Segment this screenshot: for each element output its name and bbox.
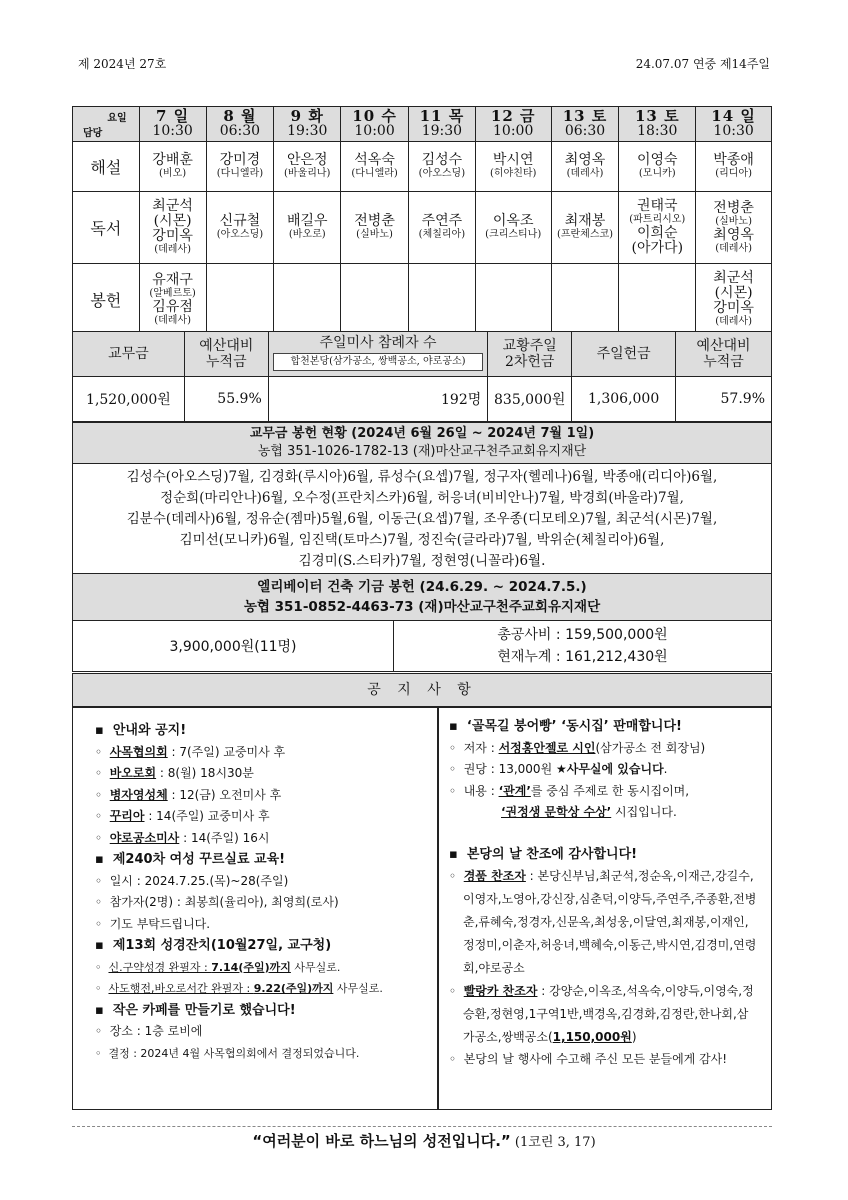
finance-table <box>72 331 772 422</box>
list-item: ◦ 빨랑카 찬조자 : 강양순,이옥조,석옥숙,이양득,이영숙,정승환,정현영,1구역1반,백경옥,김경화,김정란,한나회,삼가공소,쌍백공소(1,150,000원) <box>449 984 754 1044</box>
day-header: 12 금 10:00 <box>475 107 551 142</box>
list-item: ◦ 내용 : ‘관계’를 중심 주제로 한 동시집이며, <box>449 783 690 798</box>
list-item: ◦ 사도행전,바오로서간 완필자 : 9.22(주일)까지 사무실로. <box>95 982 383 995</box>
footer-divider <box>72 1126 772 1127</box>
corner-day-label: 요일 <box>107 113 127 124</box>
reading-cell: 이옥조 (크리스티나) <box>475 192 551 264</box>
section-title: ▪ 본당의 날 찬조에 감사합니다! <box>449 846 638 862</box>
day-header: 13 토 06:30 <box>551 107 619 142</box>
day-header: 14 일 10:30 <box>696 107 772 142</box>
notice-right-column <box>438 707 772 1110</box>
list-item: ◦ 저자 : 서정홍안젤로 시인(삼가공소 전 회장님) <box>449 740 706 755</box>
mass-attendance-value: 192명 <box>268 377 487 422</box>
reading-cell: 권태국 (파트리시오) 이희순 (아가다) <box>619 192 696 264</box>
duty-value: 1,520,000원 <box>73 377 185 422</box>
row-label-offering: 봉헌 <box>73 264 140 336</box>
day-header: 8 월 06:30 <box>206 107 274 142</box>
elevator-heading: 엘리베이터 건축 기금 봉헌 (24.6.29. ~ 2024.7.5.) 농협 351-0852-4463-73 (재)마산교구천주교회유지재단 <box>73 574 772 621</box>
reading-cell: 전병춘 (실바노) 최영옥 (데레사) <box>696 192 772 264</box>
day-header: 10 수 10:00 <box>341 107 409 142</box>
footer-quote: “여러분이 바로 하느님의 성전입니다.” (1코린 3, 17) <box>252 1132 596 1150</box>
list-item: ◦ 권당 : 13,000원 ★사무실에 있습니다. <box>449 762 668 776</box>
offering-cell <box>341 264 409 336</box>
reading-cell: 신규철 (아오스딩) <box>206 192 274 264</box>
list-item: ◦ 경품 찬조자 : 본당신부님,최군석,정순옥,이재근,강길수,이영자,노영아,강신장,심춘덕,이양득,주연주,주종환,전병춘,류혜숙,정경자,신문옥,최성웅,이달연,최재봉,이재인,정정미,이춘자,허응녀,백혜숙,이동근,박시연,김경미,연령회,야로공소 <box>449 869 757 975</box>
day-header: 13 토 18:30 <box>619 107 696 142</box>
section-title: ▪ 제13회 성경잔치(10월27일, 교구청) <box>95 938 332 953</box>
duty-offering-heading: 교무금 봉헌 현황 (2024년 6월 26일 ~ 2024년 7월 1일) 농협 351-1026-1782-13 (재)마산교구천주교회유지재단 <box>73 423 772 464</box>
commentary-cell: 강배훈 (비오) <box>139 142 206 192</box>
row-label-reading: 독서 <box>73 192 140 264</box>
row-label-commentary: 해설 <box>73 142 140 192</box>
offering-cell <box>475 264 551 336</box>
day-header: 11 목 19:30 <box>408 107 475 142</box>
budget-header: 예산대비 누적금 <box>676 332 772 377</box>
second-collection-header: 교황주일 2차헌금 <box>488 332 572 377</box>
commentary-cell: 강미경 (다니엘라) <box>206 142 274 192</box>
duty-header: 교무금 <box>73 332 185 377</box>
reading-cell: 최군석 (시몬) 강미옥 (데레사) <box>139 192 206 264</box>
issue-date: 24.07.07 연중 제14주일 <box>635 57 770 71</box>
offering-cell <box>408 264 475 336</box>
list-item: ◦ 꾸리아 : 14(주일) 교중미사 후 <box>95 809 270 823</box>
list-item: ◦ 기도 부탁드립니다. <box>95 916 211 931</box>
offering-cell <box>274 264 341 336</box>
commentary-cell: 안은정 (바울리나) <box>274 142 341 192</box>
list-item: ◦ 신.구약성경 완필자 : 7.14(주일)까지 사무실로. <box>95 960 341 974</box>
notice-title: 공 지 사 항 <box>72 673 772 707</box>
budget-value: 57.9% <box>676 377 772 422</box>
offering-cell <box>619 264 696 336</box>
commentary-cell: 박시연 (히야친타) <box>475 142 551 192</box>
section-title: ▪ 작은 카페를 만들기로 했습니다! <box>95 1002 296 1018</box>
elevator-fund-table <box>72 573 772 672</box>
budget-value: 55.9% <box>184 377 268 422</box>
mass-attendance-header: 주일미사 참례자 수 합천본당(삼가공소, 쌍백공소, 야로공소) <box>268 332 487 377</box>
duty-offering-list: 김성수(아오스딩)7월, 김경화(루시아)6월, 류성수(요셉)7월, 정구자(헬레나)6월, 박종애(리디아)6월, 정순희(마리안나)6월, 오수정(프란치스카)6월, 허응녀(비비안나)7월, 박경희(바울라)7월, 김분수(데레사)6월, 정유순(젬마)5월,6월, 이동근(요셉)7월, 조우종(디모테오)7월, 최군석(시몬)7월, 김미선(모니카)6월, 임진택(토마스)7월, 정진숙(글라라)7월, 박위순(체칠리아)6월, 김경미(S.스티카)7월, 정현영(니꼴라)6월. <box>73 464 772 575</box>
second-collection-value: 835,000원 <box>488 377 572 422</box>
budget-header: 예산대비 누적금 <box>184 332 268 377</box>
issue-number: 제 2024년 27호 <box>78 57 167 71</box>
list-item: ◦ 결정 : 2024년 4월 사목협의회에서 결정되었습니다. <box>95 1046 360 1060</box>
section-title: ▪ ‘골목길 붕어빵’ ‘동시집’ 판매합니다! <box>449 719 682 734</box>
section-title: ▪ 제240차 여성 꾸르실료 교육! <box>95 852 286 867</box>
list-item: ◦ 본당의 날 행사에 수고해 주신 모든 분들에게 감사! <box>449 1052 728 1066</box>
corner-duty-label: 담당 <box>83 128 103 139</box>
commentary-cell: 석옥숙 (다니엘라) <box>341 142 409 192</box>
offering-table <box>72 422 772 575</box>
offering-cell <box>551 264 619 336</box>
liturgy-schedule-table <box>72 106 772 336</box>
reading-cell: 최재봉 (프란체스코) <box>551 192 619 264</box>
sunday-collection-header: 주일헌금 <box>572 332 676 377</box>
day-header: 7 일 10:30 <box>139 107 206 142</box>
list-item: ◦ 병자영성체 : 12(금) 오전미사 후 <box>95 787 282 802</box>
commentary-cell: 최영옥 (데레사) <box>551 142 619 192</box>
commentary-cell: 박종애 (리디아) <box>696 142 772 192</box>
offering-cell: 최군석 (시몬) 강미옥 (데레사) <box>696 264 772 336</box>
list-item: ◦ 바오로회 : 8(월) 18시30분 <box>95 766 254 780</box>
offering-cell <box>206 264 274 336</box>
schedule-corner <box>73 107 140 142</box>
commentary-cell: 이영숙 (모니카) <box>619 142 696 192</box>
elevator-summary: 총공사비 : 159,500,000원 현재누계 : 161,212,430원 <box>394 621 772 672</box>
elevator-total: 3,900,000원(11명) <box>73 621 394 672</box>
list-item: ◦ 일시 : 2024.7.25.(목)~28(주일) <box>95 873 289 888</box>
sunday-collection-value: 1,306,000 <box>572 377 676 422</box>
list-item: ◦ 사목협의회 : 7(주일) 교중미사 후 <box>95 744 286 759</box>
list-item: ◦ 참가자(2명) : 최봉희(율리아), 최영희(로사) <box>95 895 339 909</box>
list-item: ◦ 장소 : 1층 로비에 <box>95 1024 203 1038</box>
list-item: ◦ 야로공소미사 : 14(주일) 16시 <box>95 830 270 845</box>
section-title: ▪ 안내와 공지! <box>95 723 187 738</box>
notice-left-column <box>72 707 438 1110</box>
day-header: 9 화 19:30 <box>274 107 341 142</box>
reading-cell: 배길우 (바오로) <box>274 192 341 264</box>
reading-cell: 주연주 (체칠리아) <box>408 192 475 264</box>
commentary-cell: 김성수 (아오스딩) <box>408 142 475 192</box>
reading-cell: 전병춘 (실바노) <box>341 192 409 264</box>
offering-cell: 유재구 (알베르토) 김유점 (데레사) <box>139 264 206 336</box>
list-item: ‘권정생 문학상 수상’ 시집입니다. <box>501 805 677 819</box>
